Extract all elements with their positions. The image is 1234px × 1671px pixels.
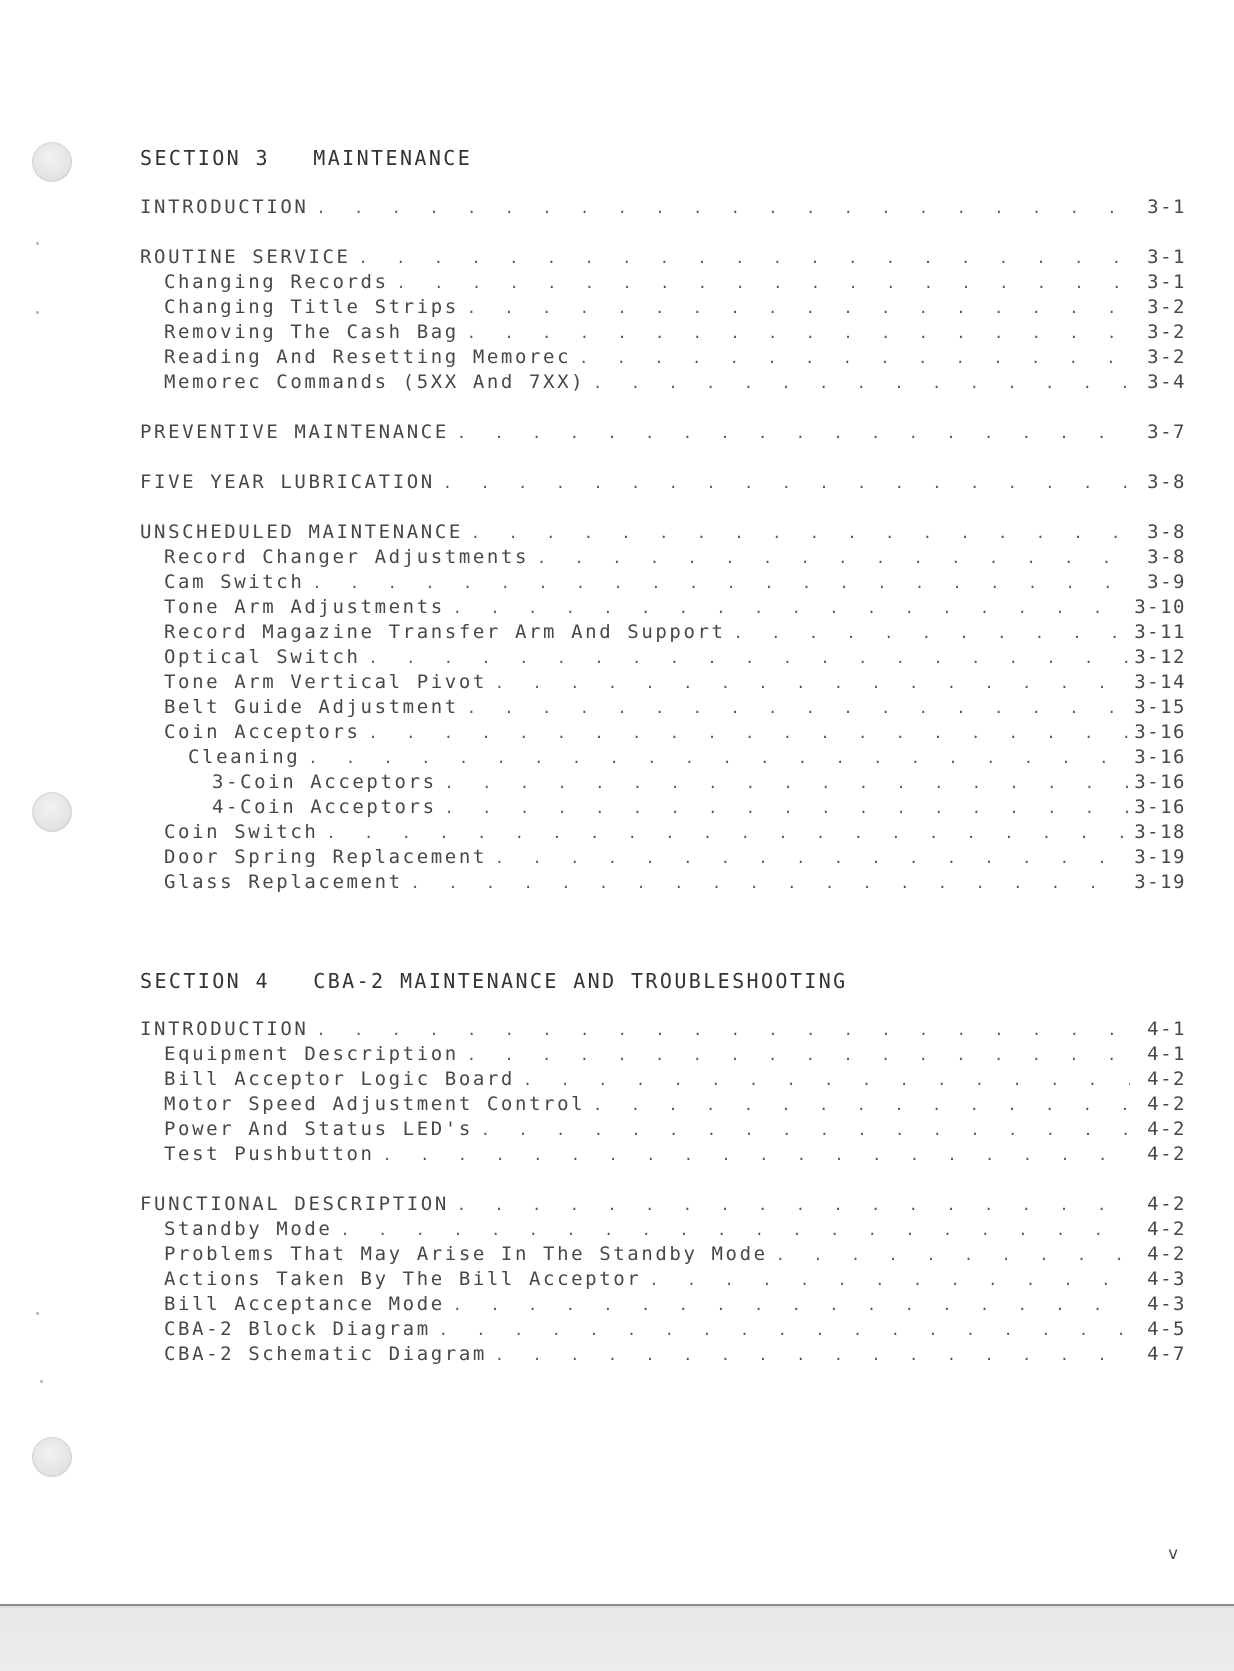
toc-entry-title: Bill Acceptor Logic Board — [164, 1068, 515, 1090]
leader-dots — [523, 1071, 1130, 1089]
toc-entry — [140, 1018, 1186, 1042]
leader-dots — [443, 474, 1130, 492]
leader-dots — [467, 699, 1128, 717]
toc-entry-page: 4-2 — [1147, 1118, 1186, 1140]
scan-speck — [40, 1380, 43, 1383]
toc-entry-title: FIVE YEAR LUBRICATION — [140, 471, 435, 493]
toc-entry — [164, 1093, 1186, 1117]
toc-entry-title: 3-Coin Acceptors — [212, 771, 437, 793]
toc-entry-page: 4-2 — [1147, 1218, 1186, 1240]
leader-dots — [734, 624, 1129, 642]
toc-entry-title: Coin Switch — [164, 821, 319, 843]
toc-entry — [164, 621, 1186, 645]
toc-entry — [164, 321, 1186, 345]
leader-dots — [776, 1246, 1130, 1264]
toc-entry-title: Equipment Description — [164, 1043, 459, 1065]
toc-entry-page: 3-18 — [1134, 821, 1186, 843]
toc-entry-title: Problems That May Arise In The Standby Mode — [164, 1243, 768, 1265]
toc-entry-page: 3-2 — [1147, 321, 1186, 343]
leader-dots — [445, 774, 1129, 792]
leader-dots — [359, 249, 1130, 267]
leader-dots — [457, 424, 1130, 442]
toc-entry-page: 3-16 — [1134, 771, 1186, 793]
toc-entry — [164, 671, 1186, 695]
toc-entry-title: INTRODUCTION — [140, 1018, 309, 1040]
toc-entry-title: Actions Taken By The Bill Acceptor — [164, 1268, 642, 1290]
toc-entry — [164, 571, 1186, 595]
toc-entry — [188, 746, 1186, 770]
leader-dots — [537, 549, 1130, 567]
toc-entry — [164, 1043, 1186, 1067]
binder-hole-bottom — [32, 1437, 72, 1477]
toc-entry — [164, 696, 1186, 720]
leader-dots — [495, 1346, 1130, 1364]
toc-entry — [164, 1243, 1186, 1267]
toc-entry — [164, 1268, 1186, 1292]
toc-entry — [212, 796, 1186, 820]
toc-entry-title: Door Spring Replacement — [164, 846, 487, 868]
toc-entry-page: 3-4 — [1147, 371, 1186, 393]
toc-entry-title: Test Pushbutton — [164, 1143, 375, 1165]
toc-entry — [140, 246, 1186, 270]
leader-dots — [383, 1146, 1130, 1164]
toc-entry — [164, 871, 1186, 895]
toc-entry-page: 3-16 — [1134, 796, 1186, 818]
toc-entry-title: Tone Arm Adjustments — [164, 596, 445, 618]
toc-entry-page: 4-2 — [1147, 1143, 1186, 1165]
toc-entry-page: 3-19 — [1134, 846, 1186, 868]
toc-entry-page: 4-1 — [1147, 1043, 1186, 1065]
toc-entry-title: Memorec Commands (5XX And 7XX) — [164, 371, 586, 393]
toc-entry-title: 4-Coin Acceptors — [212, 796, 437, 818]
toc-entry-page: 3-7 — [1147, 421, 1186, 443]
toc-entry-page: 3-16 — [1134, 721, 1186, 743]
toc-entry-title: Record Magazine Transfer Arm And Support — [164, 621, 726, 643]
toc-entry — [212, 771, 1186, 795]
toc-entry-title: UNSCHEDULED MAINTENANCE — [140, 521, 463, 543]
toc-entry-page: 3-9 — [1147, 571, 1186, 593]
toc-entry-page: 3-1 — [1147, 246, 1186, 268]
toc-entry — [140, 196, 1186, 220]
leader-dots — [326, 824, 1128, 842]
leader-dots — [411, 874, 1129, 892]
toc-entry-page: 3-1 — [1147, 196, 1186, 218]
leader-dots — [308, 749, 1128, 767]
leader-dots — [467, 324, 1130, 342]
toc-entry-title: ROUTINE SERVICE — [140, 246, 351, 268]
toc-entry — [164, 1118, 1186, 1142]
toc-entry — [164, 1218, 1186, 1242]
toc-entry — [140, 521, 1186, 545]
toc-entry-page: 3-8 — [1147, 546, 1186, 568]
toc-entry-title: PREVENTIVE MAINTENANCE — [140, 421, 449, 443]
toc-entry-page: 3-11 — [1134, 621, 1186, 643]
toc-entry — [140, 1193, 1186, 1217]
toc-entry-title: Tone Arm Vertical Pivot — [164, 671, 487, 693]
toc-entry-page: 4-1 — [1147, 1018, 1186, 1040]
leader-dots — [649, 1271, 1130, 1289]
toc-entry — [164, 371, 1186, 395]
toc-entry-title: Coin Acceptors — [164, 721, 361, 743]
scan-bottom-edge — [0, 1604, 1234, 1671]
leader-dots — [457, 1196, 1130, 1214]
toc-entry-title: FUNCTIONAL DESCRIPTION — [140, 1193, 449, 1215]
toc-entry — [164, 1068, 1186, 1092]
toc-entry-title: Cam Switch — [164, 571, 305, 593]
leader-dots — [593, 374, 1130, 392]
toc-entry — [164, 721, 1186, 745]
toc-entry — [164, 546, 1186, 570]
leader-dots — [453, 599, 1128, 617]
toc-entry-page: 4-2 — [1147, 1093, 1186, 1115]
toc-entry — [164, 821, 1186, 845]
toc-entry — [164, 346, 1186, 370]
toc-entry-page: 3-1 — [1147, 271, 1186, 293]
leader-dots — [481, 1121, 1130, 1139]
toc-entry — [164, 1318, 1186, 1342]
leader-dots — [471, 524, 1130, 542]
leader-dots — [467, 299, 1130, 317]
leader-dots — [312, 574, 1130, 592]
toc-entry-page: 3-12 — [1134, 646, 1186, 668]
toc-entry-title: Changing Records — [164, 271, 389, 293]
leader-dots — [445, 799, 1129, 817]
section-4-heading: SECTION 4 CBA-2 MAINTENANCE AND TROUBLESHOOTING — [140, 969, 848, 993]
leader-dots — [397, 274, 1130, 292]
leader-dots — [340, 1221, 1130, 1239]
leader-dots — [369, 649, 1129, 667]
toc-entry-page: 3-16 — [1134, 746, 1186, 768]
leader-dots — [593, 1096, 1130, 1114]
toc-entry-title: Bill Acceptance Mode — [164, 1293, 445, 1315]
toc-entry-title: Removing The Cash Bag — [164, 321, 459, 343]
toc-entry-page: 3-10 — [1134, 596, 1186, 618]
leader-dots — [369, 724, 1129, 742]
toc-entry-page: 3-8 — [1147, 521, 1186, 543]
toc-entry-page: 4-2 — [1147, 1243, 1186, 1265]
toc-entry-page: 4-3 — [1147, 1293, 1186, 1315]
toc-entry-title: CBA-2 Schematic Diagram — [164, 1343, 487, 1365]
toc-entry-title: Power And Status LED's — [164, 1118, 473, 1140]
toc-entry — [140, 421, 1186, 445]
section-3-heading: SECTION 3 MAINTENANCE — [140, 146, 473, 170]
leader-dots — [579, 349, 1130, 367]
toc-entry — [164, 846, 1186, 870]
toc-entry-page: 4-3 — [1147, 1268, 1186, 1290]
toc-entry-title: Reading And Resetting Memorec — [164, 346, 572, 368]
toc-entry-page: 4-7 — [1147, 1343, 1186, 1365]
leader-dots — [467, 1046, 1130, 1064]
toc-entry-page: 3-2 — [1147, 346, 1186, 368]
scan-speck — [36, 1312, 39, 1315]
page-number: v — [1168, 1544, 1179, 1564]
binder-hole-middle — [32, 792, 72, 832]
toc-entry-page: 3-19 — [1134, 871, 1186, 893]
toc-entry-title: Cleaning — [188, 746, 301, 768]
toc-entry-title: Changing Title Strips — [164, 296, 459, 318]
toc-entry-title: Glass Replacement — [164, 871, 403, 893]
scan-speck — [36, 242, 39, 245]
leader-dots — [439, 1321, 1130, 1339]
leader-dots — [316, 199, 1130, 217]
binder-hole-top — [32, 142, 72, 182]
toc-entry-page: 4-2 — [1147, 1193, 1186, 1215]
toc-entry — [164, 1343, 1186, 1367]
toc-entry-title: Record Changer Adjustments — [164, 546, 530, 568]
toc-entry-title: Standby Mode — [164, 1218, 333, 1240]
toc-entry-page: 3-14 — [1134, 671, 1186, 693]
toc-entry — [164, 646, 1186, 670]
toc-entry-title: INTRODUCTION — [140, 196, 309, 218]
leader-dots — [495, 674, 1128, 692]
toc-entry-title: Optical Switch — [164, 646, 361, 668]
leader-dots — [453, 1296, 1130, 1314]
toc-entry-title: Motor Speed Adjustment Control — [164, 1093, 586, 1115]
toc-entry — [164, 1293, 1186, 1317]
toc-entry — [164, 296, 1186, 320]
toc-entry-page: 4-2 — [1147, 1068, 1186, 1090]
toc-entry-page: 3-15 — [1134, 696, 1186, 718]
toc-entry-page: 3-2 — [1147, 296, 1186, 318]
toc-entry — [164, 596, 1186, 620]
scan-speck — [36, 311, 39, 314]
toc-entry-page: 3-8 — [1147, 471, 1186, 493]
toc-entry-title: Belt Guide Adjustment — [164, 696, 459, 718]
toc-entry — [164, 271, 1186, 295]
toc-entry — [164, 1143, 1186, 1167]
leader-dots — [316, 1021, 1130, 1039]
toc-entry-title: CBA-2 Block Diagram — [164, 1318, 431, 1340]
toc-entry — [140, 471, 1186, 495]
leader-dots — [495, 849, 1128, 867]
toc-entry-page: 4-5 — [1147, 1318, 1186, 1340]
